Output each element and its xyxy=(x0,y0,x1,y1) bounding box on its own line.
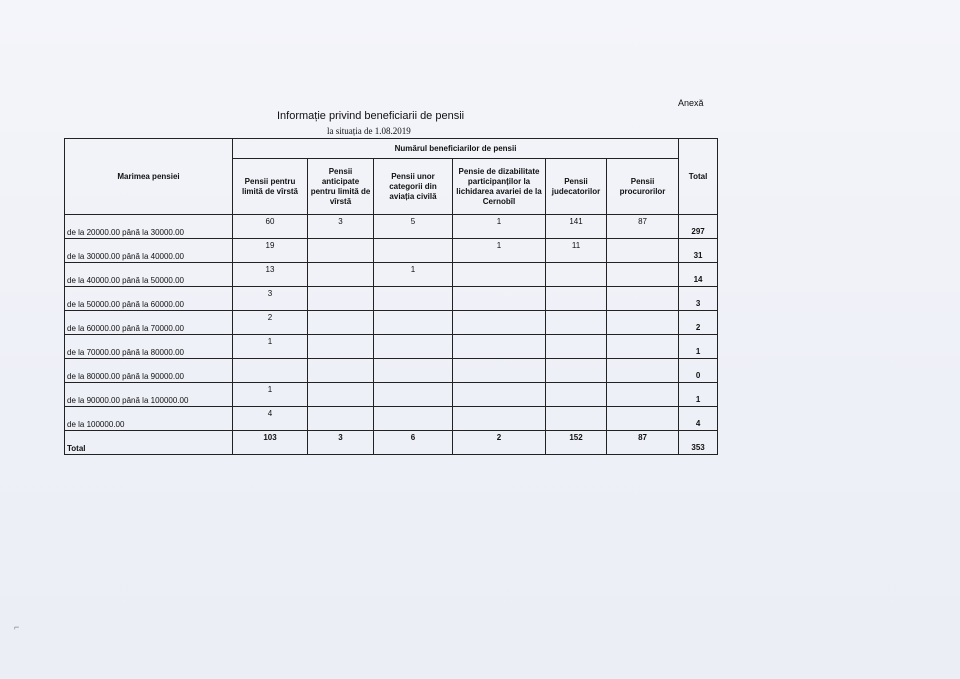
table-row xyxy=(65,239,718,263)
value-cell xyxy=(453,359,546,383)
value-cell xyxy=(308,383,374,407)
row-total-cell: 31 xyxy=(679,239,718,263)
value-cell xyxy=(453,311,546,335)
value-cell: 87 xyxy=(607,431,679,455)
table-row xyxy=(65,215,718,239)
value-cell xyxy=(607,263,679,287)
value-cell: 60 xyxy=(233,215,308,239)
value-cell xyxy=(374,311,453,335)
value-cell xyxy=(453,407,546,431)
value-cell xyxy=(308,263,374,287)
value-cell: 2 xyxy=(453,431,546,455)
value-cell: 152 xyxy=(546,431,607,455)
value-cell xyxy=(607,359,679,383)
pension-table xyxy=(64,138,718,455)
value-cell: 103 xyxy=(233,431,308,455)
value-cell xyxy=(374,287,453,311)
value-cell xyxy=(308,407,374,431)
value-cell: 87 xyxy=(607,215,679,239)
row-label: de la 50000.00 până la 60000.00 xyxy=(65,287,233,311)
column-header: Pensie de dizabilitate participanților la lichidarea avariei de la Cernobîl xyxy=(453,159,546,215)
value-cell xyxy=(233,359,308,383)
value-cell: 3 xyxy=(308,431,374,455)
table-row xyxy=(65,335,718,359)
value-cell xyxy=(607,239,679,263)
value-cell: 19 xyxy=(233,239,308,263)
row-total-cell: 2 xyxy=(679,311,718,335)
value-cell: 1 xyxy=(453,215,546,239)
value-cell xyxy=(546,359,607,383)
row-total-cell: 0 xyxy=(679,359,718,383)
value-cell xyxy=(374,383,453,407)
value-cell: 1 xyxy=(233,335,308,359)
row-label: Total xyxy=(65,431,233,455)
value-cell xyxy=(453,287,546,311)
column-header: Pensii pentru limită de vîrstă xyxy=(233,159,308,215)
row-label: de la 100000.00 xyxy=(65,407,233,431)
row-total-cell: 353 xyxy=(679,431,718,455)
value-cell xyxy=(374,239,453,263)
value-cell: 3 xyxy=(233,287,308,311)
value-cell xyxy=(546,335,607,359)
value-cell: 3 xyxy=(308,215,374,239)
value-cell xyxy=(453,263,546,287)
row-label: de la 80000.00 până la 90000.00 xyxy=(65,359,233,383)
value-cell xyxy=(546,311,607,335)
row-total-cell: 4 xyxy=(679,407,718,431)
document-title: Informație privind beneficiarii de pensii xyxy=(277,110,465,122)
value-cell: 2 xyxy=(233,311,308,335)
total-column-header: Total xyxy=(679,139,718,215)
row-label: de la 70000.00 până la 80000.00 xyxy=(65,335,233,359)
table-row xyxy=(65,407,718,431)
document-subtitle: la situația de 1.08.2019 xyxy=(327,126,411,136)
value-cell: 4 xyxy=(233,407,308,431)
column-header: Pensii anticipate pentru limită de vîrstă xyxy=(308,159,374,215)
value-cell xyxy=(546,263,607,287)
value-cell: 1 xyxy=(233,383,308,407)
value-cell xyxy=(607,311,679,335)
table-row xyxy=(65,263,718,287)
row-label: de la 40000.00 până la 50000.00 xyxy=(65,263,233,287)
value-cell xyxy=(308,239,374,263)
annex-label: Anexă xyxy=(678,98,704,108)
value-cell: 1 xyxy=(453,239,546,263)
value-cell xyxy=(607,383,679,407)
column-header: Pensii procurorilor xyxy=(607,159,679,215)
table-row xyxy=(65,383,718,407)
value-cell: 13 xyxy=(233,263,308,287)
table-row xyxy=(65,311,718,335)
value-cell xyxy=(546,407,607,431)
value-cell xyxy=(374,407,453,431)
row-label: de la 90000.00 până la 100000.00 xyxy=(65,383,233,407)
row-total-cell: 3 xyxy=(679,287,718,311)
column-header: Pensii judecatorilor xyxy=(546,159,607,215)
value-cell xyxy=(374,335,453,359)
value-cell xyxy=(453,383,546,407)
table-row xyxy=(65,359,718,383)
value-cell xyxy=(607,335,679,359)
row-total-cell: 1 xyxy=(679,335,718,359)
value-cell xyxy=(374,359,453,383)
table-body xyxy=(65,215,718,455)
row-total-cell: 14 xyxy=(679,263,718,287)
value-cell xyxy=(546,383,607,407)
row-total-cell: 1 xyxy=(679,383,718,407)
value-cell xyxy=(607,407,679,431)
scan-mark: ⌐ xyxy=(14,622,20,632)
size-column-header: Marimea pensiei xyxy=(65,139,233,215)
value-cell: 141 xyxy=(546,215,607,239)
value-cell xyxy=(308,359,374,383)
value-cell: 6 xyxy=(374,431,453,455)
value-cell: 5 xyxy=(374,215,453,239)
value-cell xyxy=(607,287,679,311)
total-row xyxy=(65,431,718,455)
row-label: de la 60000.00 până la 70000.00 xyxy=(65,311,233,335)
value-cell: 11 xyxy=(546,239,607,263)
table-row xyxy=(65,287,718,311)
group-header: Numărul beneficiarilor de pensii xyxy=(233,139,679,159)
value-cell xyxy=(308,287,374,311)
column-header: Pensii unor categorii din aviația civilă xyxy=(374,159,453,215)
row-total-cell: 297 xyxy=(679,215,718,239)
value-cell xyxy=(308,311,374,335)
value-cell xyxy=(546,287,607,311)
value-cell xyxy=(453,335,546,359)
value-cell xyxy=(308,335,374,359)
value-cell: 1 xyxy=(374,263,453,287)
row-label: de la 30000.00 până la 40000.00 xyxy=(65,239,233,263)
row-label: de la 20000.00 până la 30000.00 xyxy=(65,215,233,239)
